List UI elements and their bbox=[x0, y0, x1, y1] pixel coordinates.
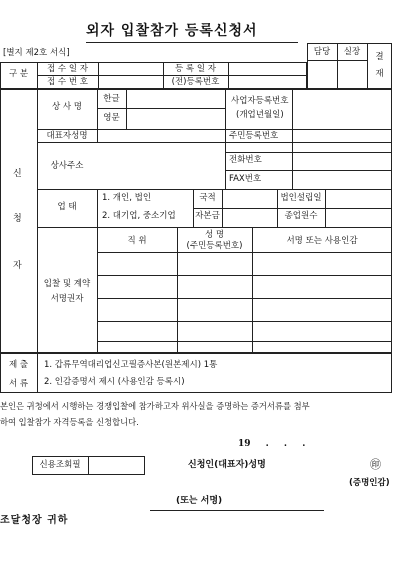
fax-label: FAX번호 bbox=[229, 174, 262, 184]
statement-line-1: 본인은 귀청에서 시행하는 경쟁입찰에 참가하고자 위사실을 증명하는 증거서류를 첨부 bbox=[0, 401, 310, 411]
prev-reg-no-label: (전)등록번호 bbox=[171, 77, 220, 87]
position-label: 직 위 bbox=[127, 236, 147, 246]
title-underline bbox=[86, 42, 298, 43]
type-option-1: 1. 개인, 법인 bbox=[102, 193, 152, 203]
applicant-side-1: 신 bbox=[13, 169, 22, 179]
submission-table bbox=[0, 353, 392, 393]
trade-name-label: 상 사 명 bbox=[51, 102, 83, 112]
approval-dam: 담당 bbox=[313, 47, 331, 57]
opening-date-label: (개업년월일) bbox=[236, 110, 284, 120]
address-label: 상사주소 bbox=[50, 161, 84, 171]
biz-reg-no-label: 사업자등록번호 bbox=[231, 96, 289, 106]
submission-doc-2: 2. 인감증명서 제시 (사용인감 등록시) bbox=[44, 377, 185, 387]
incorporation-date-label: 법인설립일 bbox=[280, 193, 322, 203]
rep-name-label: 대표자성명 bbox=[46, 131, 88, 141]
form-number: [별지 제2호 서식] bbox=[3, 48, 70, 58]
seal-certificate-label: (증명인감) bbox=[349, 478, 390, 488]
form-title: 외자 입찰참가 등록신청서 bbox=[86, 23, 258, 39]
employees-label: 종업원수 bbox=[284, 211, 318, 221]
receipt-no-label: 접 수 번 호 bbox=[47, 77, 88, 87]
approval-sil: 실장 bbox=[343, 47, 361, 57]
statement-line-2: 하여 입찰참가 자격등록을 신청합니다. bbox=[0, 417, 139, 427]
applicant-sign-label: 신청인(대표자)성명 bbox=[188, 460, 266, 470]
nationality-label: 국적 bbox=[199, 193, 216, 203]
capital-label: 자본금 bbox=[195, 211, 220, 221]
submission-doc-1: 1. 갑류무역대리업신고필증사본(원본제시) 1통 bbox=[44, 360, 218, 370]
korean-label: 한글 bbox=[103, 94, 120, 104]
proxy-label-2: 서명권자 bbox=[50, 294, 84, 304]
proxy-label-1: 입찰 및 계약 bbox=[43, 279, 91, 289]
signature-label: 서명 또는 사용인감 bbox=[286, 236, 358, 246]
submission-label-2: 서 류 bbox=[8, 379, 29, 389]
applicant-side-2: 청 bbox=[13, 214, 22, 224]
credit-check-label: 신용조회필 bbox=[39, 460, 81, 470]
resident-no-label: 주민등록번호 bbox=[229, 131, 279, 141]
phone-label: 전화번호 bbox=[229, 155, 262, 165]
name-sub-label: (주민등록번호) bbox=[186, 241, 243, 251]
approval-jae: 재 bbox=[375, 69, 384, 79]
type-option-2: 2. 대기업, 중소기업 bbox=[102, 211, 176, 221]
name-label: 성 명 bbox=[204, 230, 225, 240]
approval-gyeol: 결 bbox=[375, 52, 384, 62]
applicant-side-3: 자 bbox=[13, 261, 22, 271]
signature-underline bbox=[150, 510, 324, 511]
addressee: 조달청장 귀하 bbox=[0, 515, 69, 526]
submission-label-1: 제 출 bbox=[8, 360, 29, 370]
business-type-label: 업 태 bbox=[57, 202, 77, 212]
seal-mark: ㊞ bbox=[370, 458, 381, 471]
receipt-date-label: 접 수 일 자 bbox=[47, 64, 88, 74]
category-label: 구 분 bbox=[8, 69, 29, 79]
date-line: 19 . . . bbox=[238, 439, 306, 449]
reg-date-label: 등 록 일 자 bbox=[175, 64, 216, 74]
english-label: 영문 bbox=[103, 113, 120, 123]
or-signature-label: (또는 서명) bbox=[176, 496, 223, 506]
